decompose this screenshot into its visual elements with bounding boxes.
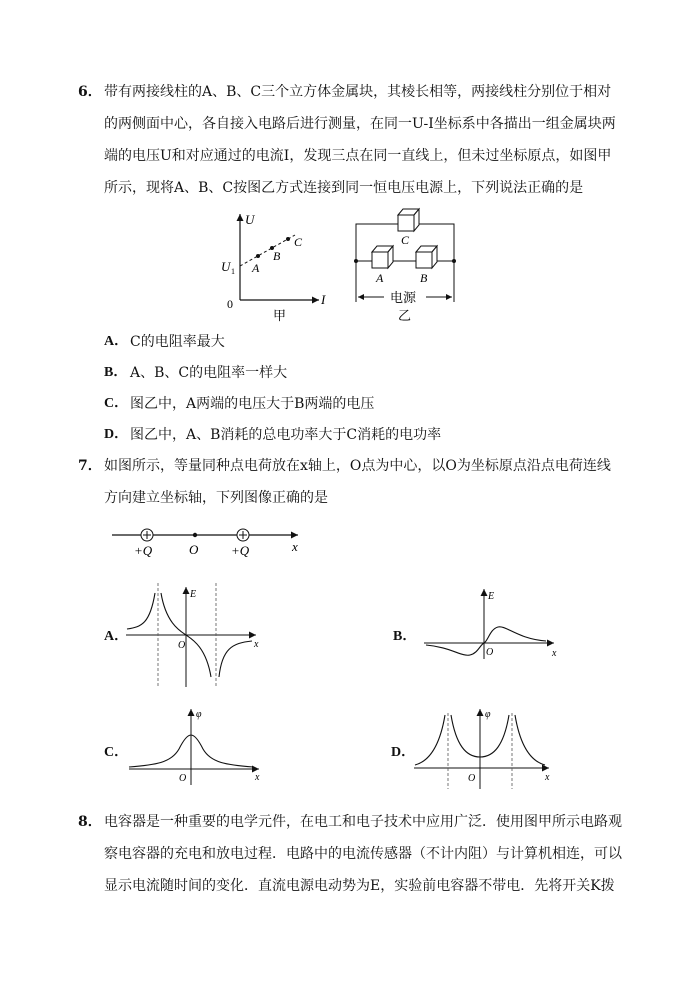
graph-d-curve-right [515, 715, 545, 765]
q6-text-line-1: 带有两接线柱的A、B、C三个立方体金属块，其棱长相等，两接线柱分别位于相对 [104, 84, 612, 100]
q6-number: 6． [78, 84, 102, 100]
q7-number: 7． [78, 458, 102, 474]
q6-option-c-text: 图乙中，A两端的电压大于B两端的电压 [130, 396, 375, 412]
q7-x-label: x [292, 539, 298, 554]
q7-text-line-1: 如图所示，等量同种点电荷放在x轴上，O点为中心，以O为坐标原点沿点电荷连线 [104, 458, 611, 474]
graph-d-origin-label: O [468, 773, 476, 784]
yi-cube-c [398, 209, 419, 231]
q6-text-line-4: 所示，现将A、B、C按图乙方式连接到同一恒电压电源上，下列说法正确的是 [104, 180, 584, 196]
q6-option-d-text: 图乙中，A、B消耗的总电功率大于C消耗的电功率 [130, 427, 442, 443]
q7-center-label: O [189, 542, 199, 557]
yi-source-label: 电源 [390, 290, 417, 305]
jia-x-label: I [321, 292, 326, 307]
q7-center-point [193, 533, 197, 537]
graph-d-y-label: φ [485, 709, 491, 720]
q7-charge-right-label: +Q [231, 543, 250, 558]
jia-origin-label: 0 [227, 297, 233, 311]
q7-graph-d [410, 705, 560, 790]
graph-d-x-label: x [545, 772, 550, 783]
yi-cube-a-label: A [376, 271, 384, 285]
graph-b-origin-label: O [486, 647, 494, 658]
q6-option-b-label: B． [104, 365, 128, 380]
graph-a-curve-left [127, 593, 155, 629]
q7-option-d-label: D． [391, 745, 416, 760]
q7-option-c-label: C． [104, 745, 129, 760]
yi-cube-b-label: B [420, 271, 428, 285]
q6-text-line-3: 端的电压U和对应通过的电流I，发现三点在同一直线上，但未过坐标原点，如图甲 [104, 148, 612, 164]
graph-c-x-label: x [255, 772, 260, 783]
q6-option-a-text: C的电阻率最大 [130, 334, 225, 350]
q6-option-c-label: C． [104, 396, 129, 411]
q6-figure-yi [348, 206, 463, 326]
q7-text-line-2: 方向建立坐标轴，下列图像正确的是 [104, 490, 328, 506]
yi-cube-c-label: C [401, 233, 410, 247]
q7-charge-left-label: +Q [134, 543, 153, 558]
q7-charge-axis-figure [110, 523, 310, 563]
graph-d-curve-left [415, 715, 445, 765]
graph-b-y-label: E [488, 591, 495, 602]
q6-option-a-label: A． [104, 334, 129, 349]
q6-figure-jia [215, 208, 345, 326]
q7-charge-left [141, 529, 153, 541]
q6-text-line-2: 的两侧面中心，各自接入电路后进行测量，在同一U-I坐标系中各描出一组金属块两 [104, 116, 616, 132]
jia-caption: 甲 [273, 308, 287, 323]
jia-point-a [256, 254, 260, 258]
q6-option-b-text: A、B、C的电阻率一样大 [130, 365, 288, 381]
yi-cube-a [372, 246, 393, 268]
q8-text-line-2: 察电容器的充电和放电过程．电路中的电流传感器（不计内阻）与计算机相连，可以 [104, 846, 622, 862]
q7-option-a-label: A． [104, 629, 129, 644]
jia-point-c [286, 237, 290, 241]
q8-text-line-3: 显示电流随时间的变化．直流电源电动势为E，实验前电容器不带电．先将开关K拨 [104, 878, 615, 894]
jia-point-b-label: B [273, 249, 281, 263]
yi-cube-b [416, 246, 437, 268]
graph-c-origin-label: O [179, 773, 187, 784]
graph-a-curve-right [219, 641, 252, 677]
jia-u1-subscript: 1 [231, 267, 235, 276]
graph-b-x-label: x [552, 648, 557, 659]
graph-a-origin-label: O [178, 640, 186, 651]
jia-y-label: U [245, 212, 255, 227]
q7-graph-c [125, 705, 270, 785]
q7-option-b-label: B． [393, 629, 417, 644]
q7-graph-b [420, 585, 565, 660]
q8-text-line-1: 电容器是一种重要的电学元件，在电工和电子技术中应用广泛．使用图甲所示电路观 [104, 814, 622, 830]
jia-u1-label: U [221, 259, 231, 274]
q8-number: 8． [78, 814, 102, 830]
graph-c-y-label: φ [196, 709, 202, 720]
jia-point-a-label: A [252, 261, 260, 275]
jia-point-c-label: C [294, 235, 303, 249]
graph-a-y-label: E [190, 589, 197, 600]
yi-caption: 乙 [398, 308, 412, 323]
graph-a-x-label: x [254, 639, 259, 650]
q7-charge-right [237, 529, 249, 541]
q7-graph-a [122, 583, 267, 688]
q6-option-d-label: D． [104, 427, 129, 442]
